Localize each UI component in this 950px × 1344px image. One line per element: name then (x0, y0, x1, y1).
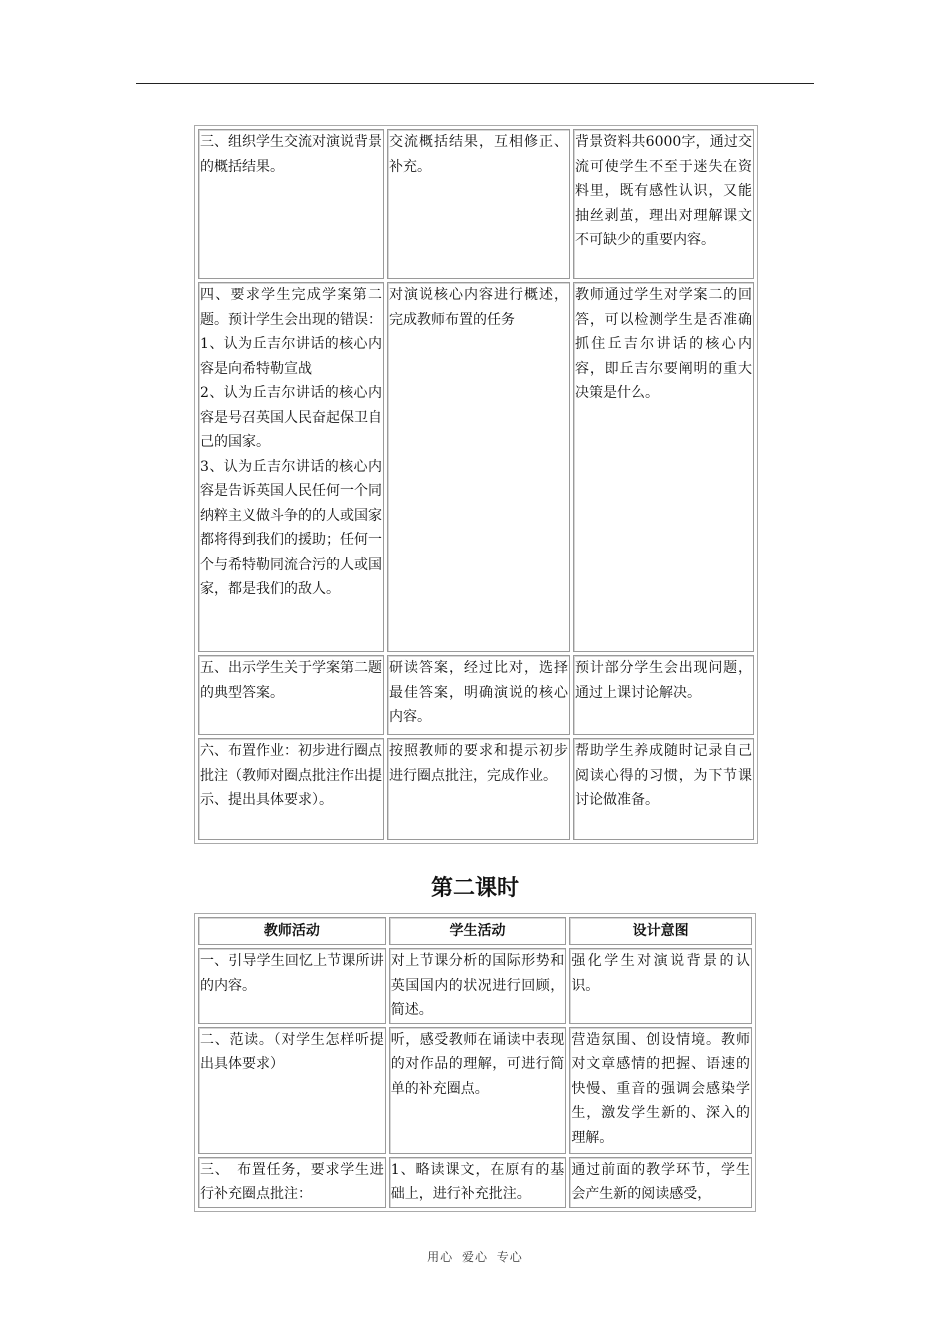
table-row (198, 1157, 752, 1208)
lesson-table-part1 (194, 125, 758, 844)
design-intent-cell: 背景资料共6000字，通过交流可使学生不至于迷失在资料里，既有感性认识，又能抽丝剥茧，理出对理解课文不可缺少的重要内容。 (573, 129, 754, 279)
student-activity-cell: 按照教师的要求和提示初步进行圈点批注，完成作业。 (387, 738, 570, 840)
table-row (198, 282, 754, 652)
teacher-activity-cell: 三、 布置任务，要求学生进行补充圈点批注： (198, 1157, 386, 1208)
design-intent-cell: 营造氛围、创设情境。教师对文章感情的把握、语速的快慢、重音的强调会感染学生，激发学生新的、深入的理解。 (569, 1027, 752, 1154)
table-row (198, 1027, 752, 1154)
teacher-activity-line: 1、认为丘吉尔讲话的核心内容是向希特勒宣战 (200, 336, 382, 377)
design-intent-cell: 预计部分学生会出现问题，通过上课讨论解决。 (573, 655, 754, 735)
table-header-row (198, 917, 752, 945)
section-title: 第二课时 (430, 876, 519, 901)
student-activity-cell: 1、略读课文，在原有的基础上，进行补充批注。 (389, 1157, 567, 1208)
design-intent-cell: 强化学生对演说背景的认识。 (569, 948, 752, 1024)
column-header-intent: 设计意图 (569, 917, 752, 945)
student-activity-cell: 交流概括结果，互相修正、补充。 (387, 129, 570, 279)
teacher-activity-cell: 一、引导学生回忆上节课所讲的内容。 (198, 948, 386, 1024)
student-activity-cell: 研读答案，经过比对，选择最佳答案，明确演说的核心内容。 (387, 655, 570, 735)
student-activity-cell: 听，感受教师在诵读中表现的对作品的理解，可进行简单的补充圈点。 (389, 1027, 567, 1154)
page-footer: 用心 爱心 专心 (427, 1250, 523, 1264)
teacher-activity-cell: 三、组织学生交流对演说背景的概括结果。 (198, 129, 384, 279)
student-activity-cell: 对演说核心内容进行概述，完成教师布置的任务 (387, 282, 570, 652)
table-row (198, 738, 754, 840)
teacher-activity-cell: 五、出示学生关于学案第二题的典型答案。 (198, 655, 384, 735)
teacher-activity-line: 2、认为丘吉尔讲话的核心内容是号召英国人民奋起保卫自己的国家。 (200, 385, 382, 450)
design-intent-cell: 通过前面的教学环节，学生会产生新的阅读感受， (569, 1157, 752, 1208)
student-activity-cell: 对上节课分析的国际形势和英国国内的状况进行回顾，简述。 (389, 948, 567, 1024)
design-intent-cell: 帮助学生养成随时记录自己阅读心得的习惯，为下节课讨论做准备。 (573, 738, 754, 840)
column-header-teacher: 教师活动 (198, 917, 386, 945)
header-rule (136, 83, 814, 84)
column-header-student: 学生活动 (389, 917, 567, 945)
teacher-activity-cell (198, 282, 384, 652)
teacher-activity-line: 3、认为丘吉尔讲话的核心内容是告诉英国人民任何一个同纳粹主义做斗争的的人或国家都将得到我们的援助；任何一个与希特勒同流合污的人或国家，都是我们的敌人。 (200, 458, 382, 597)
table-row (198, 129, 754, 279)
design-intent-cell: 教师通过学生对学案二的回答，可以检测学生是否准确抓住丘吉尔讲话的核心内容，即丘吉尔要阐明的重大决策是什么。 (573, 282, 754, 652)
teacher-activity-cell: 六、布置作业：初步进行圈点批注（教师对圈点批注作出提示、提出具体要求）。 (198, 738, 384, 840)
lesson-table-part2 (194, 913, 756, 1212)
teacher-activity-cell: 二、范读。（对学生怎样听提出具体要求） (198, 1027, 386, 1154)
table-row (198, 655, 754, 735)
teacher-activity-line: 四、要求学生完成学案第二题。预计学生会出现的错误： (200, 287, 382, 328)
table-row (198, 948, 752, 1024)
